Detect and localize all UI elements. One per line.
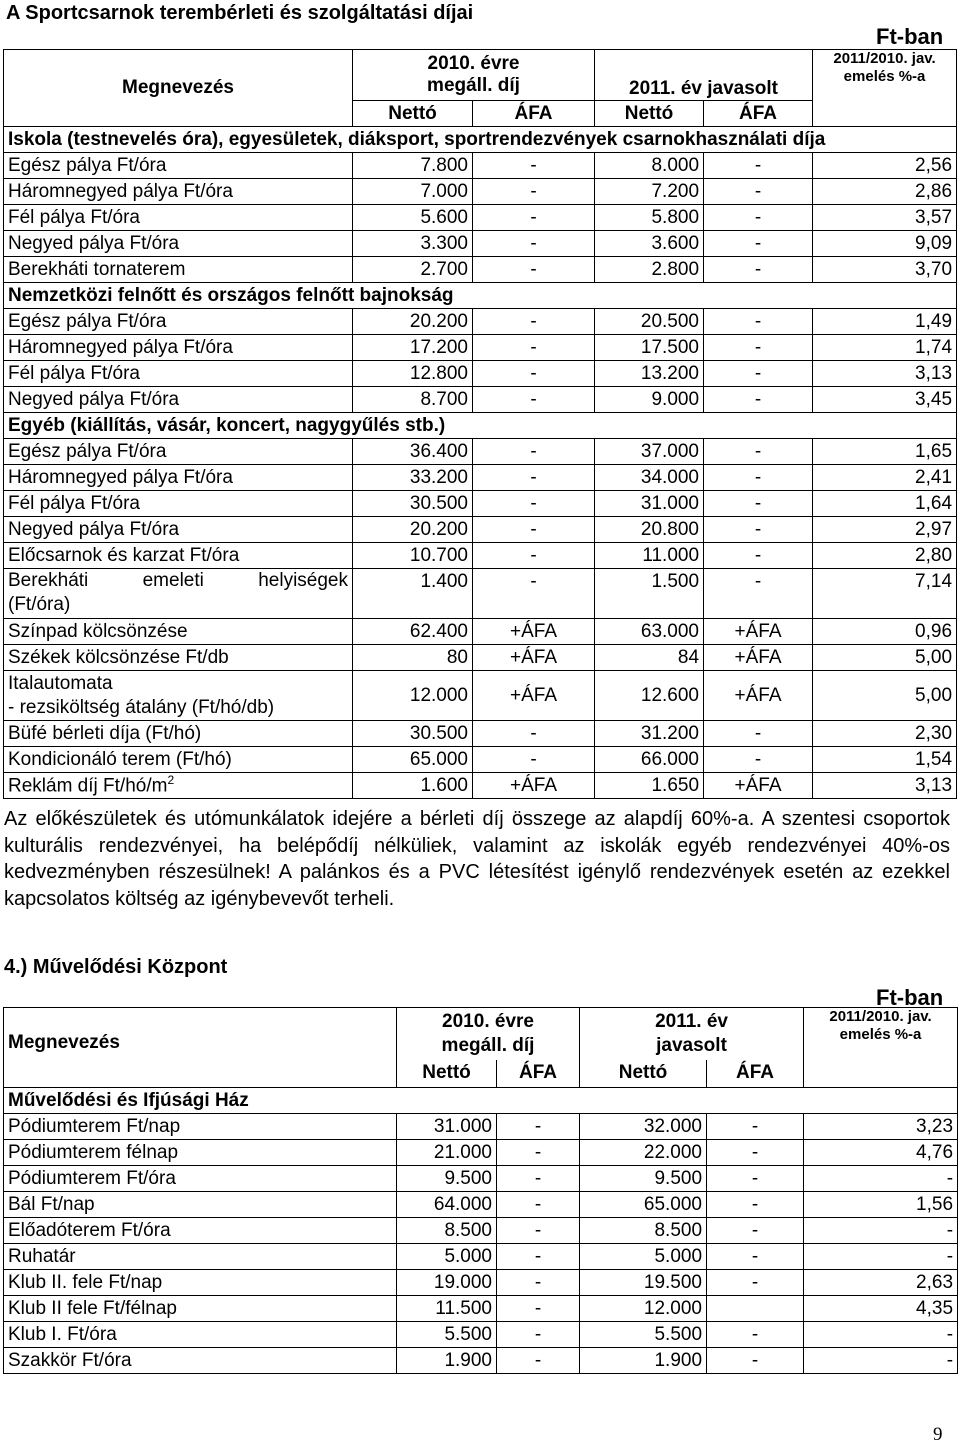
- cell-pct: 2,63: [804, 1270, 958, 1296]
- header-afa-2011-2: ÁFA: [707, 1060, 804, 1088]
- cell-netto-2010: 30.500: [353, 721, 473, 747]
- cell-netto-2010: 33.200: [353, 465, 473, 491]
- header-netto-2010-2: Nettó: [397, 1060, 497, 1088]
- cell-afa-2011: -: [707, 1218, 804, 1244]
- cell-afa-2010: -: [497, 1296, 580, 1322]
- table-row: [4, 1296, 958, 1322]
- cell-name: Háromnegyed pálya Ft/óra: [4, 335, 353, 361]
- cell-afa-2011: -: [704, 309, 813, 335]
- cell-netto-2011: 9.500: [580, 1166, 707, 1192]
- table-row: [4, 1244, 958, 1270]
- cell-afa-2011: -: [704, 569, 813, 619]
- cell-afa-2011: -: [704, 387, 813, 413]
- cell-netto-2010: 21.000: [397, 1140, 497, 1166]
- cell-name: Fél pálya Ft/óra: [4, 491, 353, 517]
- cell-netto-2011: 17.500: [595, 335, 704, 361]
- cell-afa-2011: -: [704, 361, 813, 387]
- table-row: [4, 491, 957, 517]
- cell-netto-2011: 11.000: [595, 543, 704, 569]
- table-row: [4, 1218, 958, 1244]
- cell-name: Bál Ft/nap: [4, 1192, 397, 1218]
- cell-afa-2010: -: [473, 569, 595, 619]
- header-2010-line2: megáll. díj: [427, 75, 520, 96]
- italautomata-name: [4, 671, 353, 721]
- cell-netto-2010: 3.300: [353, 231, 473, 257]
- header-pct-line2: emelés %-a: [843, 68, 926, 85]
- cell-netto-2010: 20.200: [353, 517, 473, 543]
- cell-afa-2011: -: [704, 179, 813, 205]
- sportcsarnok-table: [3, 49, 957, 799]
- cell-name: Kondicionáló terem (Ft/hó): [4, 747, 353, 773]
- table-row: [4, 231, 957, 257]
- header-2011-2: [580, 1008, 804, 1060]
- cell-netto-2011: 7.200: [595, 179, 704, 205]
- cell-netto-2011: 22.000: [580, 1140, 707, 1166]
- cell-afa-2010: -: [497, 1244, 580, 1270]
- header-2010-2-line1: 2010. évre: [442, 1010, 534, 1032]
- cell-pct: 9,09: [813, 231, 957, 257]
- header-netto-2011-2: Nettó: [580, 1060, 707, 1088]
- cell-netto-2011: 63.000: [595, 619, 704, 645]
- cell-pct: 3,70: [813, 257, 957, 283]
- cell-afa-2011: -: [704, 721, 813, 747]
- cell-name: Fél pálya Ft/óra: [4, 205, 353, 231]
- cell-name: Pódiumterem Ft/óra: [4, 1166, 397, 1192]
- table-row: [4, 361, 957, 387]
- cell-netto-2010: 9.500: [397, 1166, 497, 1192]
- cell-name: Pódiumterem félnap: [4, 1140, 397, 1166]
- cell-afa-2011: -: [707, 1348, 804, 1374]
- cell-afa-2011: -: [707, 1114, 804, 1140]
- header-2011-2-line1: 2011. év: [655, 1010, 728, 1032]
- cell-name: Klub II. fele Ft/nap: [4, 1270, 397, 1296]
- cell-netto-2011: 8.000: [595, 153, 704, 179]
- header-pct-2: [804, 1008, 958, 1088]
- cell-netto-2010: 7.000: [353, 179, 473, 205]
- cell-name: Negyed pálya Ft/óra: [4, 387, 353, 413]
- cell-netto-2010: 8.500: [397, 1218, 497, 1244]
- cell-netto-2010: 1.400: [353, 569, 473, 619]
- cell-afa-2011: -: [704, 439, 813, 465]
- cell-netto-2010: 17.200: [353, 335, 473, 361]
- cell-afa-2011: -: [707, 1166, 804, 1192]
- cell-name: Előadóterem Ft/óra: [4, 1218, 397, 1244]
- header-pct: [813, 50, 957, 127]
- cell-netto-2011: 19.500: [580, 1270, 707, 1296]
- cell-netto-2010: 30.500: [353, 491, 473, 517]
- header-megnevezes-2: Megnevezés: [4, 1008, 397, 1088]
- cell-pct: 5,00: [813, 645, 957, 671]
- header-netto-2010: Nettó: [353, 101, 473, 127]
- cell-pct: 0,96: [813, 619, 957, 645]
- berekhati-emeleti-name: [4, 569, 353, 619]
- cell-afa-2011: -: [704, 205, 813, 231]
- table-row: [4, 619, 957, 645]
- cell-afa-2011: -: [704, 465, 813, 491]
- cell-pct: 1,49: [813, 309, 957, 335]
- table-row: [4, 465, 957, 491]
- header-afa-2011: ÁFA: [704, 101, 813, 127]
- cell-pct: 3,13: [813, 361, 957, 387]
- cell-afa-2010: -: [473, 309, 595, 335]
- cell-pct: 2,41: [813, 465, 957, 491]
- cell-netto-2011: 1.900: [580, 1348, 707, 1374]
- cell-afa-2011: -: [704, 231, 813, 257]
- cell-name: Pódiumterem Ft/nap: [4, 1114, 397, 1140]
- cell-afa-2011: -: [707, 1322, 804, 1348]
- cell-name: Székek kölcsönzése Ft/db: [4, 645, 353, 671]
- table-row: [4, 773, 957, 799]
- cell-pct: 7,14: [813, 569, 957, 619]
- cell-name: Szakkör Ft/óra: [4, 1348, 397, 1374]
- cell-netto-2011: 34.000: [595, 465, 704, 491]
- cell-netto-2010: 1.900: [397, 1348, 497, 1374]
- table-row: [4, 1270, 958, 1296]
- unit-label-2: Ft-ban: [876, 985, 944, 1010]
- cell-afa-2010: -: [473, 517, 595, 543]
- cell-afa-2011: -: [704, 491, 813, 517]
- cell-afa-2010: -: [473, 361, 595, 387]
- cell-netto-2011: 31.000: [595, 491, 704, 517]
- cell-afa-2010: -: [473, 205, 595, 231]
- cell-afa-2010: -: [497, 1114, 580, 1140]
- cell-netto-2010: 5.600: [353, 205, 473, 231]
- table-row: [4, 335, 957, 361]
- reklam-name: [4, 773, 353, 799]
- cell-afa-2010: -: [473, 543, 595, 569]
- cell-netto-2010: 64.000: [397, 1192, 497, 1218]
- cell-afa-2010: -: [473, 335, 595, 361]
- unit-label-1: Ft-ban: [876, 24, 944, 49]
- cell-afa-2010: -: [497, 1270, 580, 1296]
- header-2011-2-line2: javasolt: [656, 1034, 727, 1056]
- cell-afa-2011: +ÁFA: [704, 671, 813, 721]
- table-row: [4, 387, 957, 413]
- header-2010-2: [397, 1008, 580, 1060]
- section-nemzetkozi: Nemzetközi felnőtt és országos felnőtt bajnokság: [4, 283, 957, 309]
- cell-afa-2011: -: [707, 1244, 804, 1270]
- cell-netto-2010: 20.200: [353, 309, 473, 335]
- cell-netto-2011: 5.500: [580, 1322, 707, 1348]
- cell-afa-2010: -: [497, 1218, 580, 1244]
- header-afa-2010-2: ÁFA: [497, 1060, 580, 1088]
- cell-afa-2010: -: [473, 231, 595, 257]
- cell-pct: 2,30: [813, 721, 957, 747]
- cell-netto-2011: 65.000: [580, 1192, 707, 1218]
- header-pct-2-line1: 2011/2010. jav.: [829, 1008, 932, 1025]
- italautomata-line2: - rezsiköltség átalány (Ft/hó/db): [8, 696, 275, 718]
- table-row: [4, 205, 957, 231]
- header-pct-2-line2: emelés %-a: [839, 1026, 922, 1043]
- header-2010-2-line2: megáll. díj: [441, 1034, 535, 1056]
- table-row: [4, 1114, 958, 1140]
- cell-pct: 2,56: [813, 153, 957, 179]
- cell-afa-2010: -: [473, 153, 595, 179]
- cell-name: Háromnegyed pálya Ft/óra: [4, 465, 353, 491]
- cell-pct: 2,80: [813, 543, 957, 569]
- cell-afa-2010: +ÁFA: [473, 671, 595, 721]
- section-egyeb: Egyéb (kiállítás, vásár, koncert, nagygyűlés stb.): [4, 413, 957, 439]
- cell-netto-2010: 2.700: [353, 257, 473, 283]
- cell-netto-2011: 32.000: [580, 1114, 707, 1140]
- cell-pct: 4,76: [804, 1140, 958, 1166]
- cell-netto-2010: 10.700: [353, 543, 473, 569]
- cell-pct: 2,97: [813, 517, 957, 543]
- reklam-sup: 2: [167, 773, 175, 788]
- table-row: [4, 569, 957, 619]
- italautomata-line1: Italautomata: [8, 672, 113, 694]
- cell-afa-2010: -: [473, 491, 595, 517]
- table-row: [4, 1192, 958, 1218]
- table-row: [4, 1140, 958, 1166]
- cell-afa-2010: +ÁFA: [473, 619, 595, 645]
- cell-name: Színpad kölcsönzése: [4, 619, 353, 645]
- cell-afa-2010: -: [473, 747, 595, 773]
- cell-name: Negyed pálya Ft/óra: [4, 517, 353, 543]
- cell-netto-2011: 66.000: [595, 747, 704, 773]
- cell-netto-2011: 1.650: [595, 773, 704, 799]
- cell-pct: 3,23: [804, 1114, 958, 1140]
- header-megnevezes: Megnevezés: [4, 50, 353, 127]
- cell-netto-2011: 12.000: [580, 1296, 707, 1322]
- cell-pct: -: [804, 1218, 958, 1244]
- cell-netto-2011: 20.800: [595, 517, 704, 543]
- cell-netto-2011: 37.000: [595, 439, 704, 465]
- page-title-sportcsarnok: A Sportcsarnok terembérleti és szolgáltatási díjai: [6, 2, 474, 24]
- cell-pct: 1,74: [813, 335, 957, 361]
- cell-pct: 1,65: [813, 439, 957, 465]
- table-row: [4, 645, 957, 671]
- table-row: [4, 543, 957, 569]
- cell-name: Ruhatár: [4, 1244, 397, 1270]
- cell-pct: 4,35: [804, 1296, 958, 1322]
- cell-name: Előcsarnok és karzat Ft/óra: [4, 543, 353, 569]
- cell-netto-2011: 31.200: [595, 721, 704, 747]
- cell-netto-2011: 84: [595, 645, 704, 671]
- table-row: [4, 1166, 958, 1192]
- cell-name: Egész pálya Ft/óra: [4, 309, 353, 335]
- cell-afa-2011: -: [704, 747, 813, 773]
- cell-netto-2010: 11.500: [397, 1296, 497, 1322]
- cell-netto-2010: 8.700: [353, 387, 473, 413]
- header-afa-2010: ÁFA: [473, 101, 595, 127]
- reklam-label: Reklám díj Ft/hó/m: [8, 775, 168, 797]
- cell-afa-2011: -: [707, 1192, 804, 1218]
- table-row: [4, 747, 957, 773]
- cell-name: Egész pálya Ft/óra: [4, 153, 353, 179]
- table-row: [4, 1348, 958, 1374]
- berekhati-line1: Berekháti emeleti helyiségek: [8, 570, 348, 591]
- cell-afa-2011: +ÁFA: [704, 619, 813, 645]
- cell-netto-2011: 13.200: [595, 361, 704, 387]
- table-row: [4, 309, 957, 335]
- cell-afa-2011: -: [704, 517, 813, 543]
- cell-netto-2011: 1.500: [595, 569, 704, 619]
- cell-pct: 1,54: [813, 747, 957, 773]
- cell-netto-2010: 62.400: [353, 619, 473, 645]
- berekhati-line2: (Ft/óra): [8, 594, 71, 615]
- cell-afa-2011: +ÁFA: [704, 645, 813, 671]
- cell-name: Fél pálya Ft/óra: [4, 361, 353, 387]
- cell-netto-2011: 5.800: [595, 205, 704, 231]
- cell-pct: 5,00: [813, 671, 957, 721]
- muvelodesi-table: [3, 1007, 958, 1374]
- table-row: [4, 721, 957, 747]
- header-pct-line1: 2011/2010. jav.: [833, 50, 936, 67]
- cell-netto-2011: 9.000: [595, 387, 704, 413]
- cell-afa-2010: -: [497, 1348, 580, 1374]
- cell-pct: -: [804, 1244, 958, 1270]
- cell-pct: 3,57: [813, 205, 957, 231]
- cell-name: Negyed pálya Ft/óra: [4, 231, 353, 257]
- cell-pct: 1,64: [813, 491, 957, 517]
- table-row: [4, 179, 957, 205]
- cell-name: Háromnegyed pálya Ft/óra: [4, 179, 353, 205]
- cell-netto-2010: 31.000: [397, 1114, 497, 1140]
- cell-pct: -: [804, 1166, 958, 1192]
- cell-afa-2011: -: [704, 257, 813, 283]
- cell-netto-2011: 8.500: [580, 1218, 707, 1244]
- cell-afa-2010: -: [473, 387, 595, 413]
- cell-netto-2010: 36.400: [353, 439, 473, 465]
- table-row: [4, 153, 957, 179]
- table-row: [4, 671, 957, 721]
- cell-afa-2011: -: [707, 1140, 804, 1166]
- page-number: 9: [933, 1424, 943, 1445]
- cell-pct: -: [804, 1348, 958, 1374]
- cell-afa-2010: -: [473, 257, 595, 283]
- cell-pct: -: [804, 1322, 958, 1348]
- cell-afa-2011: [707, 1296, 804, 1322]
- cell-netto-2010: 80: [353, 645, 473, 671]
- cell-afa-2010: -: [497, 1192, 580, 1218]
- cell-afa-2011: +ÁFA: [704, 773, 813, 799]
- cell-afa-2010: -: [497, 1322, 580, 1348]
- cell-afa-2010: -: [497, 1166, 580, 1192]
- table-row: [4, 257, 957, 283]
- cell-name: Berekháti tornaterem: [4, 257, 353, 283]
- cell-afa-2011: -: [704, 153, 813, 179]
- cell-afa-2011: -: [704, 543, 813, 569]
- info-paragraph: Az előkészületek és utómunkálatok idejére a bérleti díj összege az alapdíj 60%-a. A szentesi csoportok kulturális rendezvényei, ha belépődíj nélküliek, valamint az iskolák egyéb rendezvényei 40%-os kedvezményben részesülnek! A palánkos és a PVC létesítést igénylő rendezvények esetén az ezekkel kapcsolatos költség az igénybevevőt terheli.: [4, 808, 950, 910]
- cell-name: Klub I. Ft/óra: [4, 1322, 397, 1348]
- cell-afa-2010: +ÁFA: [473, 773, 595, 799]
- cell-pct: 3,45: [813, 387, 957, 413]
- cell-name: Egész pálya Ft/óra: [4, 439, 353, 465]
- section-muvelodesi-haz: Művelődési és Ifjúsági Ház: [4, 1088, 958, 1114]
- section-iskola: Iskola (testnevelés óra), egyesületek, diáksport, sportrendezvények csarnokhasználati díja: [4, 127, 957, 153]
- cell-netto-2010: 5.500: [397, 1322, 497, 1348]
- cell-afa-2010: -: [497, 1140, 580, 1166]
- cell-netto-2011: 2.800: [595, 257, 704, 283]
- cell-netto-2010: 5.000: [397, 1244, 497, 1270]
- cell-netto-2011: 5.000: [580, 1244, 707, 1270]
- cell-afa-2010: +ÁFA: [473, 645, 595, 671]
- cell-netto-2011: 3.600: [595, 231, 704, 257]
- cell-afa-2010: -: [473, 179, 595, 205]
- cell-pct: 2,86: [813, 179, 957, 205]
- cell-netto-2010: 12.000: [353, 671, 473, 721]
- cell-afa-2010: -: [473, 439, 595, 465]
- header-2011: 2011. év javasolt: [595, 50, 813, 101]
- cell-netto-2010: 1.600: [353, 773, 473, 799]
- cell-netto-2011: 20.500: [595, 309, 704, 335]
- cell-afa-2011: -: [707, 1270, 804, 1296]
- cell-name: Klub II fele Ft/félnap: [4, 1296, 397, 1322]
- table-row: [4, 439, 957, 465]
- table-row: [4, 1322, 958, 1348]
- cell-afa-2011: -: [704, 335, 813, 361]
- cell-netto-2010: 12.800: [353, 361, 473, 387]
- cell-netto-2010: 7.800: [353, 153, 473, 179]
- table-row: [4, 517, 957, 543]
- section-title-muvelodesi: 4.) Művelődési Központ: [4, 956, 228, 978]
- cell-netto-2011: 12.600: [595, 671, 704, 721]
- header-2010-line1: 2010. évre: [427, 53, 520, 74]
- cell-pct: 1,56: [804, 1192, 958, 1218]
- cell-afa-2010: -: [473, 465, 595, 491]
- header-2010: [353, 50, 595, 101]
- cell-netto-2010: 19.000: [397, 1270, 497, 1296]
- cell-netto-2010: 65.000: [353, 747, 473, 773]
- header-netto-2011: Nettó: [595, 101, 704, 127]
- cell-pct: 3,13: [813, 773, 957, 799]
- cell-afa-2010: -: [473, 721, 595, 747]
- cell-name: Büfé bérleti díja (Ft/hó): [4, 721, 353, 747]
